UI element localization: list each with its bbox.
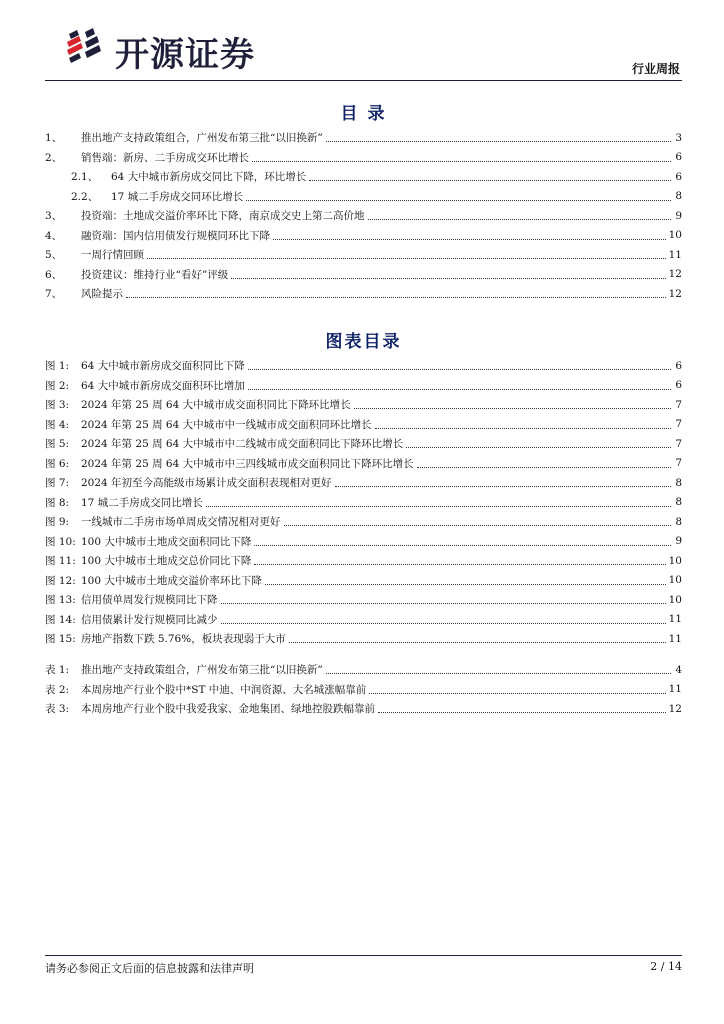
- toc-entry-label: [45, 208, 365, 223]
- toc-entry[interactable]: [45, 187, 682, 207]
- dot-leader: [375, 428, 671, 429]
- toc-entry[interactable]: [45, 226, 682, 246]
- dot-leader: [309, 180, 671, 181]
- figure-entry-label: [45, 475, 332, 490]
- figure-entry-text: 2024 年初至今高能级市场累计成交面积表现相对更好: [81, 477, 332, 490]
- figure-entry-number: 图 2:: [45, 379, 70, 392]
- figure-entry-number: 图 7:: [45, 477, 70, 490]
- figure-entry-label: [45, 553, 251, 568]
- figure-entry[interactable]: [45, 434, 682, 454]
- footer-disclaimer: 请务必参阅正文后面的信息披露和法律声明: [45, 962, 254, 975]
- figure-entry-text: 64 大中城市新房成交面积同比下降: [81, 360, 245, 373]
- toc-entry-page: 11: [668, 248, 682, 261]
- figure-entry-text: 2024 年第 25 周 64 大中城市中二线城市成交面积同比下降环比增长: [81, 438, 404, 451]
- figure-entry-number: 图 10:: [45, 535, 76, 548]
- dot-leader: [248, 369, 671, 370]
- figure-entry-number: 图 12:: [45, 574, 76, 587]
- figure-entry-number: 图 3:: [45, 399, 70, 412]
- figure-entry-text: 2024 年第 25 周 64 大中城市中三四线城市成交面积同比下降环比增长: [81, 457, 414, 470]
- figure-entry-text: 100 大中城市土地成交面积同比下降: [81, 535, 252, 548]
- table-entry-number: 表 2:: [45, 683, 70, 696]
- company-name: 开源证券: [115, 35, 255, 75]
- dot-leader: [254, 545, 671, 546]
- toc-entry[interactable]: [45, 128, 682, 148]
- toc-entry-number: 2、: [45, 151, 63, 164]
- figure-entry-text: 17 城二手房成交同比增长: [81, 496, 203, 509]
- dot-leader: [368, 219, 672, 220]
- dot-leader: [231, 278, 665, 279]
- table-entry-page: 11: [668, 683, 682, 696]
- dot-leader: [221, 603, 666, 604]
- figure-entry-label: [45, 358, 245, 373]
- table-entry-text: 本周房地产行业个股中我爱我家、金地集团、绿地控股跌幅靠前: [81, 703, 375, 716]
- dot-leader: [246, 200, 671, 201]
- figure-entry-page: 8: [675, 496, 682, 509]
- toc-entry-number: 1、: [45, 132, 63, 145]
- table-entry-label: [45, 662, 323, 677]
- table-entry[interactable]: [45, 660, 682, 680]
- figure-entry-text: 2024 年第 25 周 64 大中城市中一线城市成交面积同环比增长: [81, 418, 372, 431]
- figure-entry-number: 图 14:: [45, 613, 76, 626]
- figure-entry-page: 11: [668, 632, 682, 645]
- table-entry-page: 4: [675, 663, 682, 676]
- figure-entry-label: [45, 573, 262, 588]
- figure-entry-label: [45, 631, 286, 646]
- page-number: 2 / 14: [650, 960, 682, 973]
- document-type: 行业周报: [631, 62, 680, 76]
- table-entry-text: 本周房地产行业个股中*ST 中迪、中润资源、大名城涨幅靠前: [81, 683, 367, 696]
- figure-entry-label: [45, 397, 351, 412]
- toc-entry-label: [45, 169, 306, 184]
- dot-leader: [206, 506, 671, 507]
- toc-entry-page: 9: [675, 209, 682, 222]
- dot-leader: [284, 525, 672, 526]
- toc-entry-text: 17 城二手房成交同环比增长: [111, 190, 244, 203]
- toc-entry-number: 2.1、: [71, 171, 99, 184]
- table-entry[interactable]: [45, 680, 682, 700]
- toc-list: [45, 128, 682, 304]
- figure-entry-label: [45, 417, 372, 432]
- toc-entry[interactable]: [45, 245, 682, 265]
- dot-leader: [378, 712, 666, 713]
- figure-entry-page: 7: [675, 398, 682, 411]
- figure-entry-label: [45, 378, 245, 393]
- figure-entry-page: 11: [668, 613, 682, 626]
- figure-entry-page: 8: [675, 515, 682, 528]
- page-header: [45, 18, 682, 80]
- figures-list: [45, 356, 682, 649]
- table-entry-text: 推出地产支持政策组合，广州发布第三批“以旧换新”: [81, 664, 323, 677]
- dot-leader: [326, 673, 671, 674]
- table-entry-page: 12: [668, 702, 682, 715]
- footer-divider: [45, 955, 682, 956]
- toc-entry-label: [45, 286, 123, 301]
- figures-title: 图表目录: [325, 332, 402, 352]
- dot-leader: [354, 408, 671, 409]
- figure-entry-label: [45, 495, 203, 510]
- toc-entry-number: 7、: [45, 288, 63, 301]
- figure-entry-page: 10: [668, 574, 682, 587]
- figure-entry-page: 7: [675, 418, 682, 431]
- toc-entry-page: 12: [668, 268, 682, 281]
- figure-entry[interactable]: [45, 629, 682, 649]
- toc-entry-number: 4、: [45, 229, 63, 242]
- toc-entry-page: 6: [675, 151, 682, 164]
- figure-entry-label: [45, 534, 251, 549]
- dot-leader: [273, 239, 666, 240]
- figure-entry-number: 图 6:: [45, 457, 70, 470]
- figure-entry-page: 6: [675, 359, 682, 372]
- figure-entry-text: 房地产指数下跌 5.76%，板块表现弱于大市: [81, 633, 286, 646]
- dot-leader: [221, 623, 666, 624]
- figure-entry-label: [45, 612, 218, 627]
- toc-entry-text: 推出地产支持政策组合，广州发布第三批“以旧换新”: [81, 132, 323, 145]
- toc-entry-number: 3、: [45, 210, 63, 223]
- figure-entry-number: 图 8:: [45, 496, 70, 509]
- figure-entry[interactable]: [45, 473, 682, 493]
- figure-entry-text: 100 大中城市土地成交溢价率环比下降: [81, 574, 262, 587]
- toc-entry-label: [45, 228, 270, 243]
- figure-entry-label: [45, 514, 281, 529]
- figure-entry-page: 10: [668, 554, 682, 567]
- dot-leader: [326, 141, 671, 142]
- toc-entry-page: 8: [675, 190, 682, 203]
- figure-entry-label: [45, 436, 403, 451]
- toc-entry-label: [45, 150, 249, 165]
- figure-entry[interactable]: [45, 610, 682, 630]
- dot-leader: [369, 693, 665, 694]
- toc-entry-label: [45, 267, 228, 282]
- figure-entry-number: 图 11:: [45, 555, 76, 568]
- figure-entry[interactable]: [45, 376, 682, 396]
- figure-entry-text: 信用债累计发行规模同比减少: [81, 613, 218, 626]
- toc-entry-label: [45, 247, 144, 262]
- toc-entry-text: 投资端：土地成交溢价率环比下降，南京成交史上第二高价地: [81, 210, 365, 223]
- toc-entry-text: 销售端：新房、二手房成交环比增长: [81, 151, 249, 164]
- dot-leader: [126, 297, 666, 298]
- toc-entry-page: 10: [668, 229, 682, 242]
- figure-entry-page: 7: [675, 457, 682, 470]
- dot-leader: [406, 447, 671, 448]
- figure-entry-text: 100 大中城市土地成交总价同比下降: [81, 555, 252, 568]
- figure-entry[interactable]: [45, 454, 682, 474]
- toc-entry-page: 6: [675, 170, 682, 183]
- figure-entry-number: 图 5:: [45, 438, 70, 451]
- toc-entry[interactable]: [45, 148, 682, 168]
- figure-entry-number: 图 9:: [45, 516, 70, 529]
- dot-leader: [417, 467, 671, 468]
- figure-entry-label: [45, 456, 414, 471]
- dot-leader: [335, 486, 671, 487]
- figure-entry-text: 一线城市二手房市场单周成交情况相对更好: [81, 516, 281, 529]
- figure-entry-page: 7: [675, 437, 682, 450]
- toc-entry[interactable]: [45, 284, 682, 304]
- toc-entry-page: 12: [668, 287, 682, 300]
- toc-entry-text: 融资端：国内信用债发行规模同环比下降: [81, 229, 270, 242]
- figure-entry-text: 信用债单周发行规模同比下降: [81, 594, 218, 607]
- table-entry-number: 表 3:: [45, 703, 70, 716]
- figure-entry-page: 9: [675, 535, 682, 548]
- figure-entry-label: [45, 592, 218, 607]
- toc-entry-label: [45, 189, 243, 204]
- toc-entry-text: 一周行情回顾: [81, 249, 144, 262]
- dot-leader: [265, 584, 666, 585]
- figure-entry[interactable]: [45, 551, 682, 571]
- tables-list: [45, 660, 682, 719]
- table-entry[interactable]: [45, 699, 682, 719]
- figure-entry[interactable]: [45, 590, 682, 610]
- dot-leader: [254, 564, 665, 565]
- dot-leader: [289, 642, 666, 643]
- figure-entry-page: 8: [675, 476, 682, 489]
- table-entry-label: [45, 682, 366, 697]
- kaiyuan-logo-icon: [63, 26, 105, 66]
- figure-entry-page: 10: [668, 593, 682, 606]
- toc-entry-label: [45, 130, 323, 145]
- figure-entry[interactable]: [45, 395, 682, 415]
- dot-leader: [248, 389, 671, 390]
- toc-entry[interactable]: [45, 206, 682, 226]
- figure-entry[interactable]: [45, 512, 682, 532]
- figure-entry-number: 图 1:: [45, 360, 70, 373]
- dot-leader: [147, 258, 666, 259]
- toc-entry-number: 5、: [45, 249, 63, 262]
- toc-entry-number: 6、: [45, 268, 63, 281]
- figure-entry-page: 6: [675, 379, 682, 392]
- header-divider: [45, 80, 682, 81]
- toc-entry-text: 投资建议：维持行业“看好”评级: [81, 268, 229, 281]
- figure-entry-text: 64 大中城市新房成交面积环比增加: [81, 379, 245, 392]
- toc-entry[interactable]: [45, 265, 682, 285]
- toc-entry-page: 3: [675, 131, 682, 144]
- figure-entry-number: 图 4:: [45, 418, 70, 431]
- figure-entry[interactable]: [45, 532, 682, 552]
- table-entry-number: 表 1:: [45, 664, 70, 677]
- toc-entry-text: 风险提示: [81, 288, 123, 301]
- figure-entry[interactable]: [45, 415, 682, 435]
- figure-entry-number: 图 13:: [45, 594, 76, 607]
- figure-entry[interactable]: [45, 571, 682, 591]
- figure-entry-number: 图 15:: [45, 633, 76, 646]
- figure-entry[interactable]: [45, 493, 682, 513]
- figure-entry[interactable]: [45, 356, 682, 376]
- toc-title: 目 录: [340, 104, 387, 124]
- table-entry-label: [45, 701, 375, 716]
- figure-entry-text: 2024 年第 25 周 64 大中城市成交面积同比下降环比增长: [81, 399, 351, 412]
- toc-entry-number: 2.2、: [71, 190, 99, 203]
- toc-entry[interactable]: [45, 167, 682, 187]
- toc-entry-text: 64 大中城市新房成交同比下降，环比增长: [111, 171, 307, 184]
- dot-leader: [252, 161, 671, 162]
